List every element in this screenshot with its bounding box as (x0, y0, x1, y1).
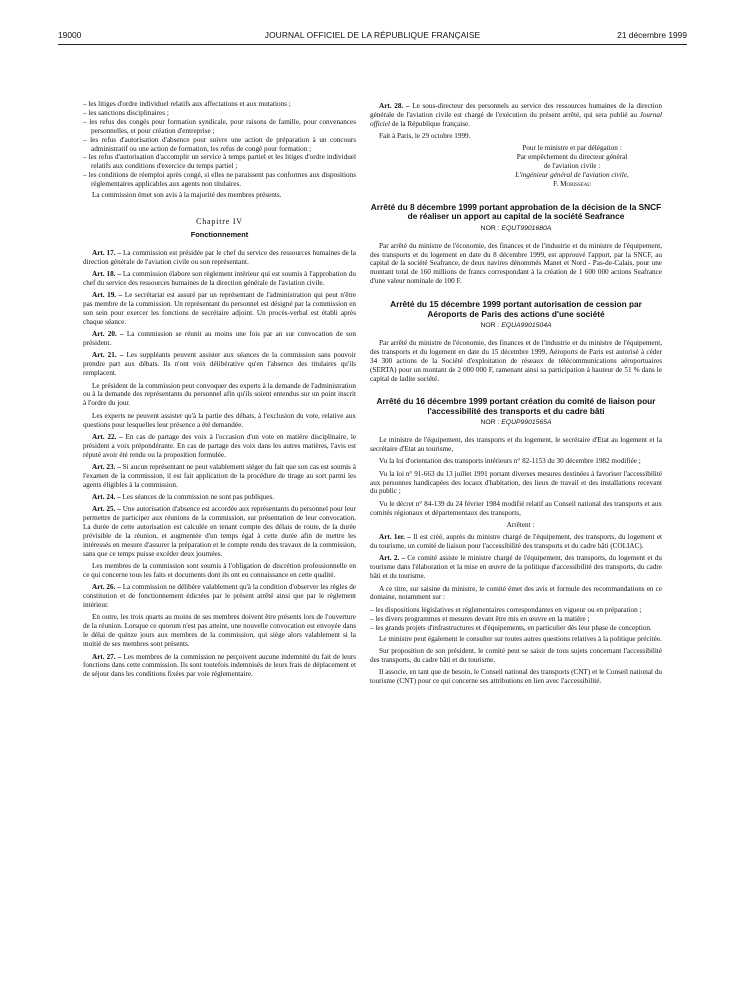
signature-title: L'ingénieur général de l'aviation civile, (515, 171, 629, 180)
list-item: – les grands projets d'infrastructures et d'équipements, en particulier dès leur phase de conception. (370, 623, 652, 632)
article-label: Art. 28. – (379, 102, 410, 110)
decree-paragraph: Vu la loi d'orientation des transports intérieurs n° 82-1153 du 30 décembre 1982 modifiée ; (379, 457, 641, 466)
list-item: – les refus d'autorisation d'absence pour suivre une action de préparation à un concours administratif ou une action de formation, les refus de congé pour formation ; (83, 135, 356, 153)
decree-title: Arrêté du 15 décembre 1999 portant autorisation de cession par Aéroports de Paris des actions d'une société (390, 299, 642, 319)
article-text: Il est créé, auprès du ministre chargé de l'équipement, des transports, du logement et du tourisme, un comité de liaison pour l'accessibilité des transports et du cadre bâti (COLIAC). (370, 533, 663, 551)
article-text: Les experts ne peuvent assister qu'à la partie des débats, à l'exclusion du vote, relative aux questions pour lesquelles leur présence a été demandée. (83, 411, 356, 429)
article-paragraph (83, 583, 356, 610)
tail-paragraph: Le ministre peut également le consulter sur toutes autres questions relatives à la politique précitée. (379, 634, 662, 643)
decree-title: Arrêté du 16 décembre 1999 portant création du comité de liaison pour l'accessibilité des transports et du cadre bâti (376, 396, 656, 416)
right-column (370, 102, 662, 689)
journal-title: JOURNAL OFFICIEL DE LA RÉPUBLIQUE FRANÇAISE (264, 30, 481, 40)
article-paragraph (83, 351, 356, 378)
nor-reference (370, 225, 662, 234)
tail-paragraph: Sur proposition de son président, le comité peut se saisir de tous sujets concernant l'accessibilité des transports, du cadre bâti et du tourisme. (370, 646, 662, 664)
decree-paragraph: Par arrêté du ministre de l'économie, des finances et de l'industrie et du ministre de l'équipement, des transports et du logement en date du 8 décembre 1999, est approuvé l'apport, par la SNCF, au capital de la société Seafrance, de deux navires dénommés Manet et Nord - Pas-de-Calais, pour une montant total de 160 millions de francs correspondant à la création de 1 600 000 actions Seafrance d'une valeur nominale de 100 F. (370, 241, 662, 286)
article-label: Art. 22. – (92, 432, 123, 441)
article-paragraph (83, 270, 356, 288)
nor-reference (370, 322, 662, 331)
chapter-heading: Chapitre IV (196, 216, 243, 226)
article-text: Si aucun représentant ne peut valablement siéger du fait que son cas est soumis à l'examen de la commission, il est fait application de la procédure de tirage au sort parmi les agents éligibles à la commission. (83, 462, 356, 489)
article-text: En cas de partage des voix à l'occasion d'un vote en matière disciplinaire, le président a voix prépondérante. En cas de partage des voix dans les autres matières, l'avis est réputé avoir été rendu ou la proposition formulée. (83, 432, 357, 459)
nor-label: NOR : (480, 224, 502, 232)
litiges-list (83, 100, 356, 189)
nor-code: EQUT9901680A (501, 224, 552, 232)
article-label: Art. 27. – (92, 652, 122, 661)
article-2-intro: A ce titre, sur saisine du ministre, le comité émet des avis et formule des recommandations en ce domaine, notamment sur : (370, 584, 662, 602)
article-label: Art. 24. – (92, 493, 121, 502)
article-paragraph (83, 291, 356, 327)
article-text: de la République française. (389, 119, 470, 128)
article-label: Art. 25. – (92, 505, 121, 514)
article-paragraph (83, 433, 356, 460)
list-item: – les sanctions disciplinaires ; (83, 108, 169, 117)
article-28 (370, 102, 662, 129)
article-text: Les membres de la commission ne perçoivent aucune indemnité du fait de leurs fonctions dans cette commission. Ils sont toutefois indemnisés de leurs frais de déplacement et de séjour dans les conditions fixées par voie réglementaire. (83, 652, 356, 679)
signature-line: Par empêchement du directeur général (516, 153, 628, 162)
decree-title: Arrêté du 8 décembre 1999 portant approbation de la décision de la SNCF de réaliser un apport au capital de la société Seafrance (370, 201, 662, 222)
article-text: Le président de la commission peut convoquer des experts à la demande de l'administration ou à la demande des représentants du personnel afin qu'ils soient entendus sur un point inscrit à l'ordre du jour. (83, 381, 356, 408)
list-item: – les divers programmes et mesures devant être mis en œuvre en la matière ; (370, 614, 590, 623)
article-text: En outre, les trois quarts au moins de ses membres doivent être présents lors de l'ouverture de la réunion. Lorsque ce quorum n'est pas atteint, une nouvelle convocation est envoyée dans le délai de quinze jours aux membres de la commission, qui siège alors valablement si la moitié de ses membres sont présents. (83, 613, 356, 649)
article-text: Le sous-directeur des personnels au service des ressources humaines de la direction générale de l'aviation civile est chargé de l'exécution du présent arrêté, qui sera publié au (370, 102, 662, 119)
decree-paragraph: Vu le décret n° 84-139 du 24 février 1984 modifié relatif au Conseil national des transports et aux comités régionaux et départementaux des transports, (370, 499, 662, 517)
article-paragraph (83, 382, 356, 409)
article-1 (370, 533, 662, 551)
tail-paragraph: Il associe, en tant que de besoin, le Conseil national des transports (CNT) et le Conseil national du tourisme (CNT) pour ce qui concerne ses attributions en lien avec l'accessibilité. (370, 668, 662, 685)
nor-label: NOR : (480, 419, 502, 427)
article-label: Art. 1er. – (379, 533, 411, 542)
nor-code: EQUA9901504A (501, 322, 552, 329)
article-text: Le secrétariat est assuré par un représentant de l'administration qui peut n'être pas membre de la commission. Un représentant du personnel est désigné par la commission en son sein pour exercer les fonctions de secrétaire adjoint. Un procès-verbal est établi après chaque séance. (83, 291, 356, 326)
article-paragraph (83, 613, 356, 649)
recommendations-list (370, 606, 662, 633)
article-list (83, 249, 356, 679)
article-label: Art. 19. – (92, 291, 123, 300)
list-item: – les refus d'autorisation d'accomplir un service à temps partiel et les litiges d'ordre individuel relatifs aux conditions d'exercice du temps partiel ; (83, 153, 356, 171)
article-paragraph (83, 493, 356, 502)
list-item: – les litiges d'ordre individuel relatifs aux affectations et aux mutations ; (83, 100, 291, 108)
list-item: – les conditions de réemploi après congé, si elles ne paraissent pas conformes aux dispositions réglementaires applicables aux agents non titulaires. (83, 171, 356, 189)
article-label: Art. 26. – (92, 583, 121, 592)
nor-reference (370, 419, 662, 428)
article-paragraph (83, 505, 356, 558)
article-label: Art. 20. – (92, 330, 124, 339)
decree-paragraph: Par arrêté du ministre de l'économie, des finances et de l'industrie et du ministre de l'équipement, des transports et du logement en date du 15 décembre 1999, Aéroports de Paris est autorisé à céder 34 300 actions de la Société d'exploitation de réseaux de télécommunications aéroportuaires (SERTA) pour un montant de 2 000 000 F, ramenant ainsi sa participation à hauteur de 51 % dans le capital de ladite société. (370, 338, 662, 383)
list-item: – les refus des congés pour formation syndicale, pour raisons de famille, pour convenances personnelles, et pour création d'entreprise ; (83, 117, 356, 135)
signature-line: de l'aviation civile : (543, 162, 601, 171)
article-text: Les suppléants peuvent assister aux séances de la commission sans pouvoir prendre part aux débats. Ils n'ont voix délibérative qu'en l'absence des titulaires qu'ils remplacent. (83, 351, 356, 378)
avis-paragraph: La commission émet son avis à la majorité des membres présents. (92, 191, 282, 200)
fait-line: Fait à Paris, le 29 octobre 1999. (379, 132, 471, 141)
article-text: La commission se réunit au moins une fois par an sur convocation de son président. (83, 330, 356, 348)
page-number: 19000 (58, 30, 82, 40)
decree-paragraph: Arrêtent : (506, 520, 535, 529)
article-text: La commission élabore son règlement intérieur qui est soumis à l'approbation du chef du service des ressources humaines de la direction générale de l'aviation civile. (83, 269, 356, 287)
article-paragraph (83, 463, 356, 490)
decree-list (370, 203, 662, 530)
page-header (58, 30, 687, 44)
nor-code: EQUP9901565A (501, 419, 552, 427)
article-paragraph (83, 330, 356, 348)
journal-name: Journal officiel (370, 110, 662, 128)
article-label: Art. 23. – (92, 462, 121, 471)
article-paragraph (83, 412, 356, 430)
signature-line: Pour le ministre et par délégation : (522, 144, 622, 153)
section-heading: Fonctionnement (190, 229, 249, 239)
article-label: Art. 2. – (379, 554, 406, 563)
article-paragraph (83, 249, 356, 267)
article-label: Art. 17. – (92, 248, 122, 257)
nor-label: NOR : (480, 322, 502, 329)
article-text: Les séances de la commission ne sont pas publiques. (120, 493, 275, 502)
header-rule (58, 44, 687, 45)
article-label: Art. 18. – (92, 269, 121, 278)
left-column (83, 100, 356, 683)
article-text: La commission est présidée par le chef du service des ressources humaines de la direction générale de l'aviation civile ou son représentant. (83, 248, 356, 266)
list-item: – les dispositions législatives et réglementaires correspondantes en vigueur ou en préparation ; (370, 605, 642, 614)
article-paragraph (83, 653, 356, 680)
signatory-name: F. Morisseau (553, 180, 591, 189)
decree-paragraph: Le ministre de l'équipement, des transports et du logement, le secrétaire d'Etat au logement et la secrétaire d'Etat au tourisme, (370, 436, 662, 454)
article-paragraph (83, 562, 356, 580)
decree-paragraph: Vu la loi n° 91-663 du 13 juillet 1991 portant diverses mesures destinées à favoriser l'accessibilité aux personnes handicapées des locaux d'habitation, des lieux de travail et des installations recevant du public ; (370, 469, 662, 496)
article-text: La commission ne délibère valablement qu'à la condition d'observer les règles de constitution et de fonctionnement édictées par le présent arrêté ainsi que par le règlement intérieur. (83, 583, 356, 610)
article-text: Une autorisation d'absence est accordée aux représentants du personnel pour leur permettre de participer aux réunions de la commission, sur présentation de leur convocation. La durée de cette autorisation est calculée en tenant compte des délais de route, de la durée prévisible de la réunion, et augmentée d'un temps égal à cette durée afin de mettre les intéressés en mesure d'assurer la préparation et le compte rendu des travaux de la commission, sans que ce temps puisse excéder deux journées. (83, 505, 356, 558)
issue-date: 21 décembre 1999 (617, 30, 687, 40)
article-label: Art. 21. – (92, 351, 124, 360)
article-2 (370, 554, 662, 581)
article-text: Les membres de la commission sont soumis à l'obligation de discrétion professionnelle en ce qui concerne tous les faits et documents dont ils ont eu connaissance en cette qualité. (83, 562, 356, 580)
article-text: Ce comité assiste le ministre chargé de l'équipement, des transports, du logement et du tourisme dans l'élaboration et la mise en œuvre de la politique d'accessibilité des transports, du cadre bâti et du tourisme. (370, 554, 662, 581)
